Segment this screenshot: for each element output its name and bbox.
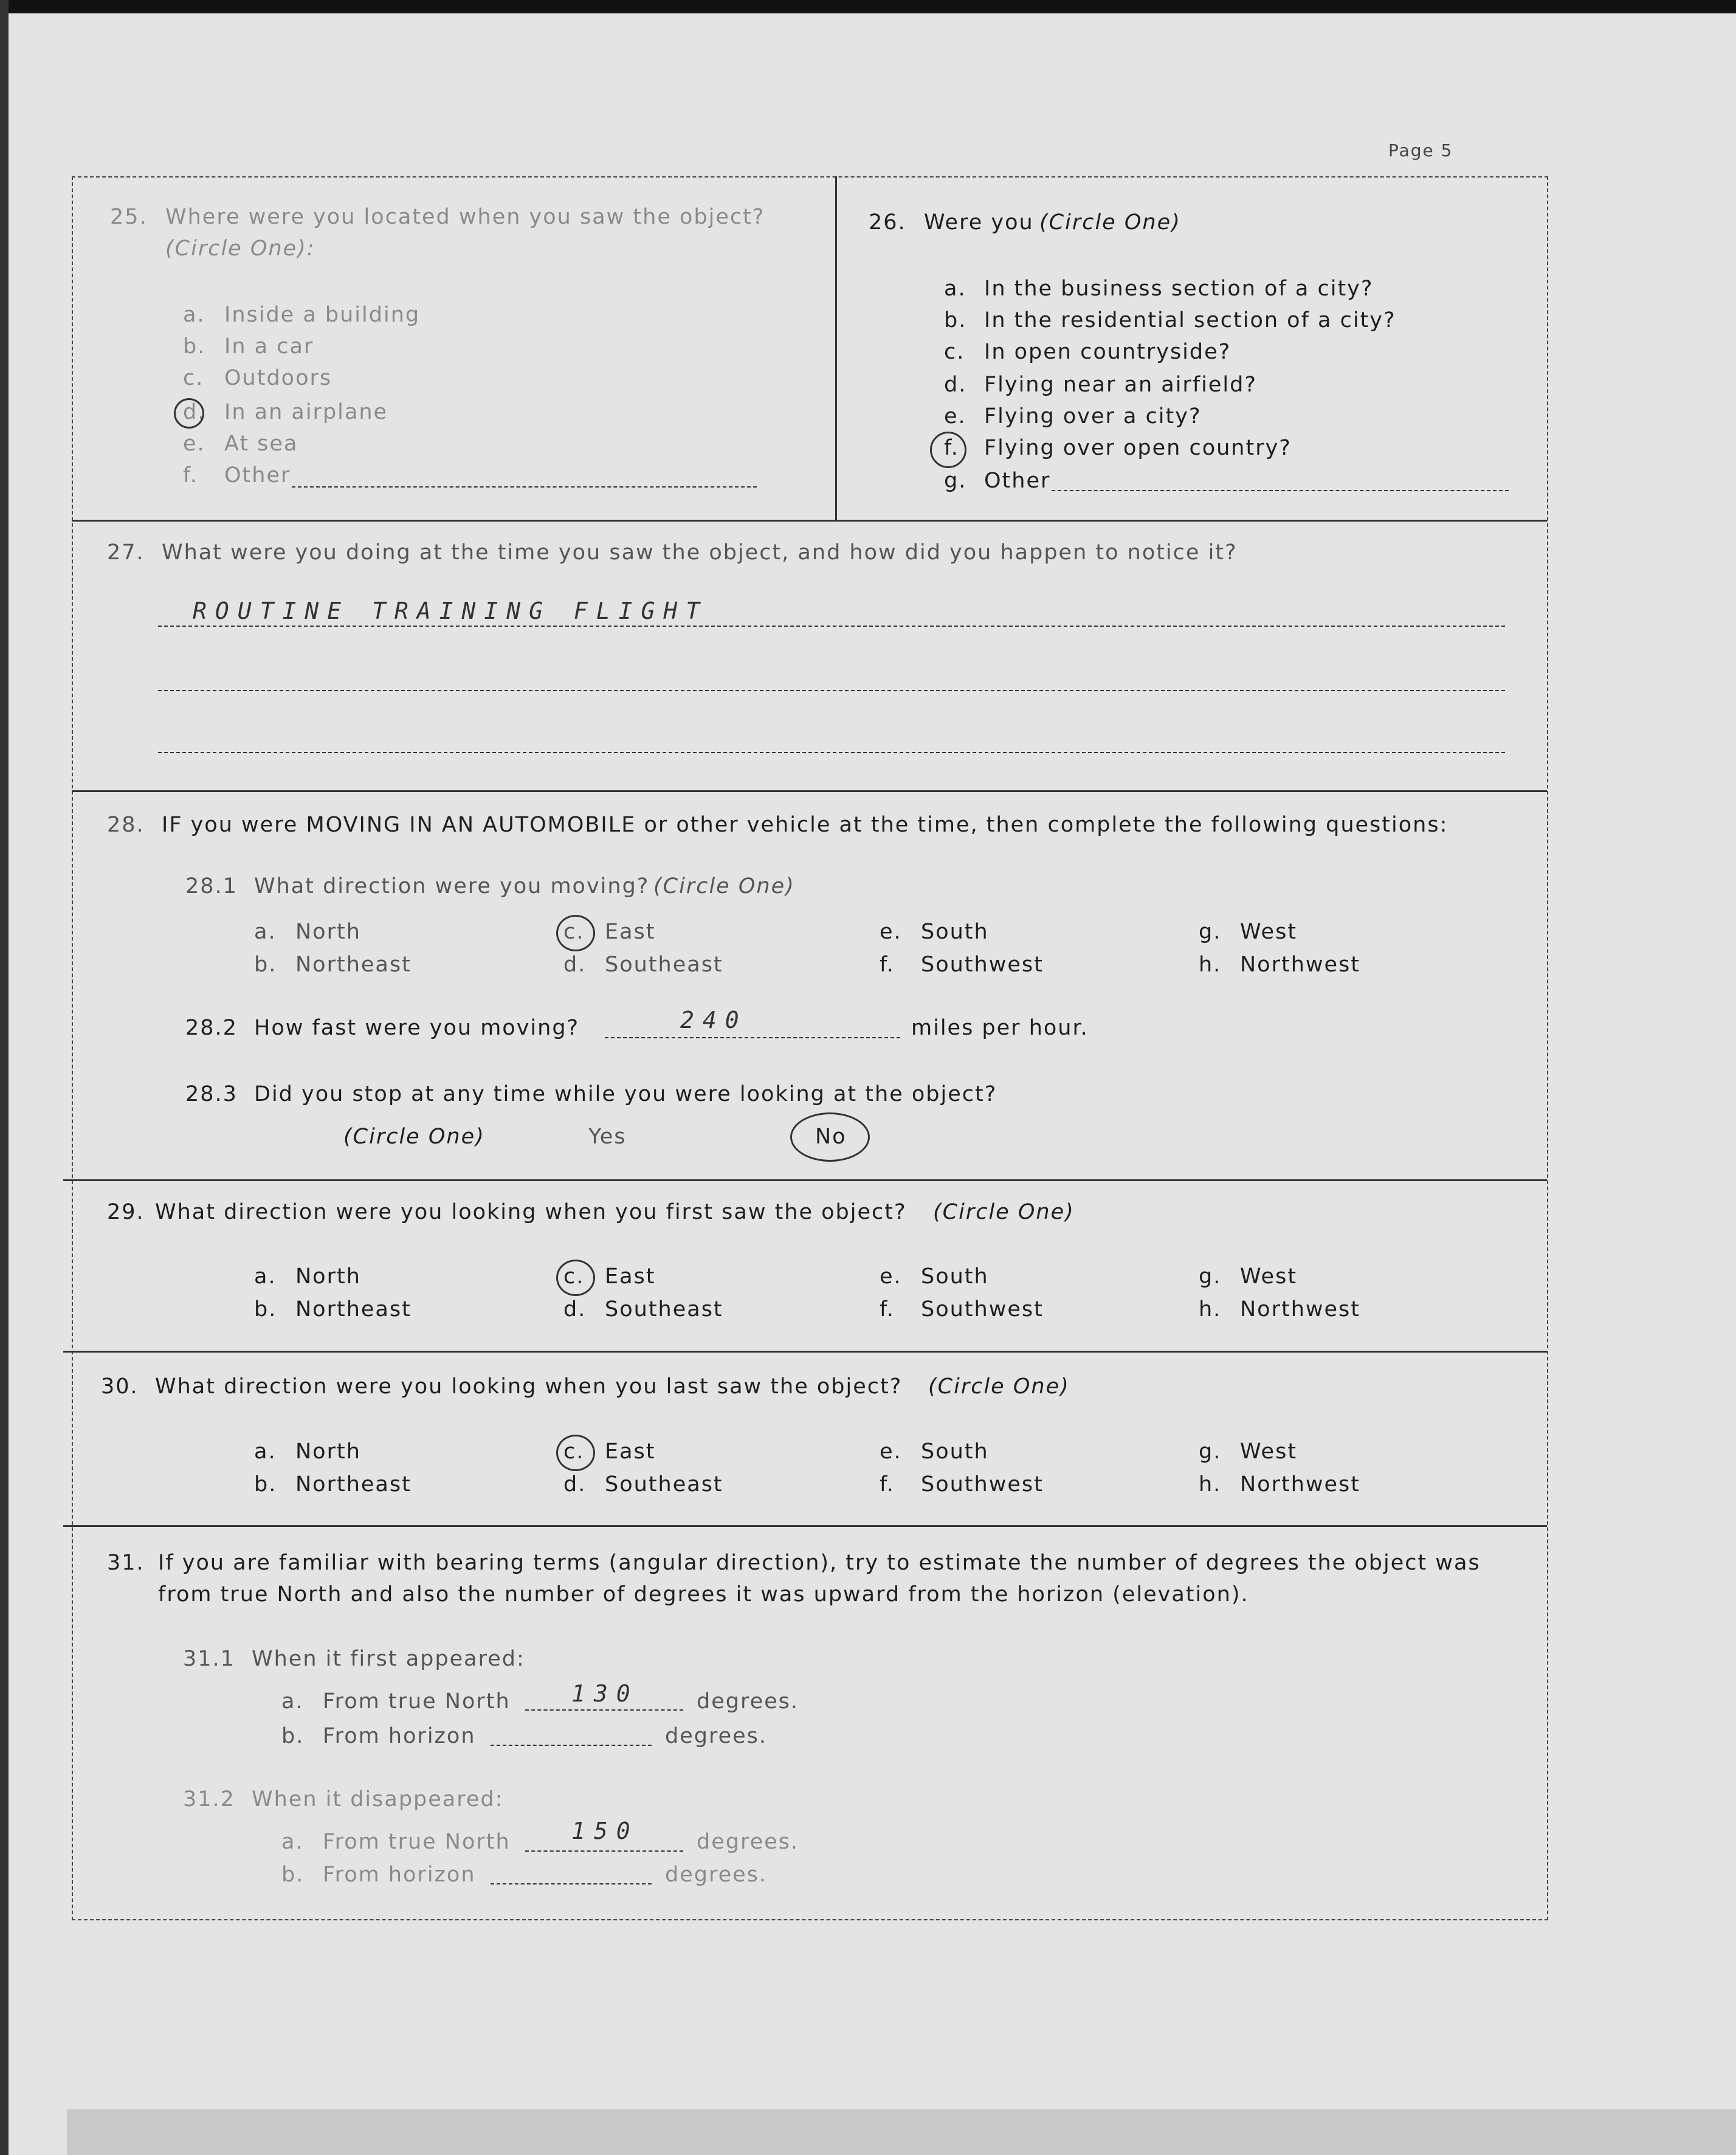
direction-option[interactable]: East [605,1440,656,1464]
handwritten-bearing[interactable]: 130 [571,1680,639,1707]
answer-line[interactable] [158,626,1505,627]
direction-letter[interactable]: g. [1199,1440,1222,1464]
direction-letter[interactable]: c. [563,920,585,944]
question-number: 30. [101,1374,139,1399]
direction-letter[interactable]: e. [880,1264,902,1289]
selection-circle [790,1112,870,1162]
option-letter[interactable]: d. [183,400,206,424]
scan-border-top [0,0,1736,13]
option-letter: a. [281,1689,304,1714]
answer-line[interactable] [158,690,1505,691]
divider [63,1525,1547,1527]
option-letter[interactable]: g. [944,469,967,493]
answer-line[interactable] [158,752,1505,753]
handwritten-bearing[interactable]: 150 [571,1818,639,1844]
option-letter[interactable]: a. [944,277,966,301]
question-text: Where were you located when you saw the object? [165,205,765,229]
option-letter[interactable]: f. [183,463,198,488]
divider [72,520,1547,522]
question-number: 29. [107,1200,145,1224]
direction-option[interactable]: Northeast [295,1472,412,1497]
divider-25-26 [835,176,837,520]
direction-option[interactable]: Southeast [605,953,723,977]
direction-letter[interactable]: f. [880,1472,895,1497]
option-text[interactable]: Outdoors [224,366,332,390]
direction-letter[interactable]: d. [563,1472,587,1497]
option-text[interactable]: In an airplane [224,400,388,424]
question-text: If you are familiar with bearing terms (angular direction), try to estimate the number of degrees the object was [158,1551,1481,1575]
divider [63,1179,1547,1181]
option-letter: b. [281,1724,305,1748]
direction-letter[interactable]: h. [1199,953,1222,977]
elevation-answer-line[interactable] [491,1745,652,1746]
question-number: 28.3 [185,1082,238,1106]
unit-label: degrees. [665,1724,768,1748]
selection-circle [174,398,204,429]
direction-letter[interactable]: g. [1199,920,1222,944]
direction-letter[interactable]: h. [1199,1472,1222,1497]
question-number: 31. [107,1551,145,1575]
direction-letter[interactable]: b. [254,1472,277,1497]
subquestion-number: 31.2 [183,1787,235,1812]
direction-letter[interactable]: d. [563,1297,587,1322]
option-text[interactable]: Other [984,469,1051,493]
option-text[interactable]: At sea [224,432,298,456]
direction-letter[interactable]: b. [254,1297,277,1322]
question-text: from true North and also the number of degrees it was upward from the horizon (elevation). [158,1582,1249,1607]
option-letter: b. [281,1863,305,1887]
direction-letter[interactable]: d. [563,953,587,977]
divider [63,1351,1547,1353]
selection-circle [556,1435,595,1471]
direction-option[interactable]: Southeast [605,1472,723,1497]
direction-option[interactable]: North [295,920,361,944]
question-text: Did you stop at any time while you were looking at the object? [254,1082,997,1106]
option-text: From true North [323,1689,511,1714]
direction-option[interactable]: South [921,1264,989,1289]
option-text: From true North [323,1830,511,1854]
direction-letter[interactable]: e. [880,1440,902,1464]
direction-letter[interactable]: c. [563,1264,585,1289]
option-text: From horizon [323,1863,476,1887]
question-instruction: (Circle One) [928,1374,1070,1399]
question-text: What direction were you looking when you last saw the object? [155,1374,903,1399]
subquestion-text: When it disappeared: [252,1787,504,1812]
unit-label: degrees. [697,1830,799,1854]
question-text: How fast were you moving? [254,1016,580,1040]
direction-letter[interactable]: a. [254,1440,277,1464]
direction-letter[interactable]: f. [880,953,895,977]
option-letter: a. [281,1830,304,1854]
direction-option[interactable]: Northeast [295,953,412,977]
option-letter[interactable]: c. [944,340,965,364]
option-letter[interactable]: d. [944,373,967,397]
direction-option[interactable]: Southwest [921,1472,1044,1497]
unit-label: degrees. [665,1863,768,1887]
option-letter[interactable]: a. [183,303,205,327]
other-answer-line[interactable] [292,486,757,488]
option-letter[interactable]: b. [183,334,206,359]
option-text[interactable]: In a car [224,334,314,359]
option-letter[interactable]: c. [183,366,204,390]
bearing-answer-line[interactable] [525,1850,683,1852]
option-no[interactable]: No [815,1125,847,1149]
direction-option[interactable]: South [921,920,989,944]
question-text: What were you doing at the time you saw the object, and how did you happen to notice it? [162,540,1238,565]
option-text[interactable]: Flying near an airfield? [984,373,1257,397]
question-number: 28. [107,813,145,837]
question-instruction: (Circle One) [933,1200,1075,1224]
page-number: Page 5 [1388,140,1453,160]
direction-option[interactable]: Northwest [1240,1472,1361,1497]
option-text[interactable]: In the business section of a city? [984,277,1374,301]
handwritten-answer[interactable]: ROUTINE TRAINING FLIGHT [193,598,709,624]
option-text: From horizon [323,1724,476,1748]
direction-letter[interactable]: g. [1199,1264,1222,1289]
handwritten-speed[interactable]: 240 [680,1007,748,1033]
option-letter[interactable]: f. [944,436,959,460]
direction-letter[interactable]: e. [880,920,902,944]
option-text[interactable]: Flying over open country? [984,436,1292,460]
direction-option[interactable]: South [921,1440,989,1464]
direction-option[interactable]: Southwest [921,953,1044,977]
option-letter[interactable]: e. [944,404,966,429]
question-text: IF you were MOVING IN AN AUTOMOBILE or other vehicle at the time, then complete the following questions: [162,813,1448,837]
direction-letter[interactable]: a. [254,1264,277,1289]
direction-option[interactable]: West [1240,1440,1298,1464]
option-text[interactable]: Inside a building [224,303,421,327]
direction-option[interactable]: Northwest [1240,1297,1361,1322]
question-number: 25. [110,205,148,229]
direction-option[interactable]: North [295,1440,361,1464]
question-instruction: (Circle One) [653,874,795,898]
selection-circle [556,1260,595,1296]
direction-option[interactable]: East [605,920,656,944]
scan-border-bottom [67,2109,1736,2155]
option-text[interactable]: Flying over a city? [984,404,1202,429]
question-number: 26. [869,210,906,235]
selection-circle [930,432,966,468]
option-yes[interactable]: Yes [588,1125,627,1149]
option-text[interactable]: In open countryside? [984,340,1231,364]
direction-option[interactable]: Northwest [1240,953,1361,977]
divider [72,790,1547,792]
subquestion-number: 31.1 [183,1647,235,1671]
question-number: 28.1 [185,874,238,898]
question-instruction: (Circle One): [165,236,315,261]
direction-letter[interactable]: c. [563,1440,585,1464]
unit-label: miles per hour. [911,1016,1089,1040]
elevation-answer-line[interactable] [491,1883,652,1884]
scan-border-left [0,0,9,2155]
question-number: 28.2 [185,1016,238,1040]
direction-option[interactable]: Southeast [605,1297,723,1322]
direction-letter[interactable]: b. [254,953,277,977]
direction-option[interactable]: West [1240,1264,1298,1289]
direction-option[interactable]: North [295,1264,361,1289]
direction-letter[interactable]: a. [254,920,277,944]
option-text[interactable]: Other [224,463,291,488]
question-instruction: (Circle One) [1039,210,1181,235]
bearing-answer-line[interactable] [525,1709,683,1711]
direction-option[interactable]: West [1240,920,1298,944]
subquestion-text: When it first appeared: [252,1647,525,1671]
question-text: What direction were you looking when you first saw the object? [155,1200,907,1224]
question-instruction: (Circle One) [343,1125,485,1149]
question-text: Were you [924,210,1034,235]
speed-answer-line[interactable] [605,1037,900,1038]
unit-label: degrees. [697,1689,799,1714]
selection-circle [556,915,595,951]
direction-option[interactable]: Northeast [295,1297,412,1322]
direction-option[interactable]: East [605,1264,656,1289]
question-number: 27. [107,540,145,565]
option-letter[interactable]: b. [944,308,967,333]
direction-letter[interactable]: f. [880,1297,895,1322]
direction-option[interactable]: Southwest [921,1297,1044,1322]
option-letter[interactable]: e. [183,432,205,456]
direction-letter[interactable]: h. [1199,1297,1222,1322]
option-text[interactable]: In the residential section of a city? [984,308,1396,333]
other-answer-line[interactable] [1052,490,1509,491]
question-text: What direction were you moving? [254,874,650,898]
